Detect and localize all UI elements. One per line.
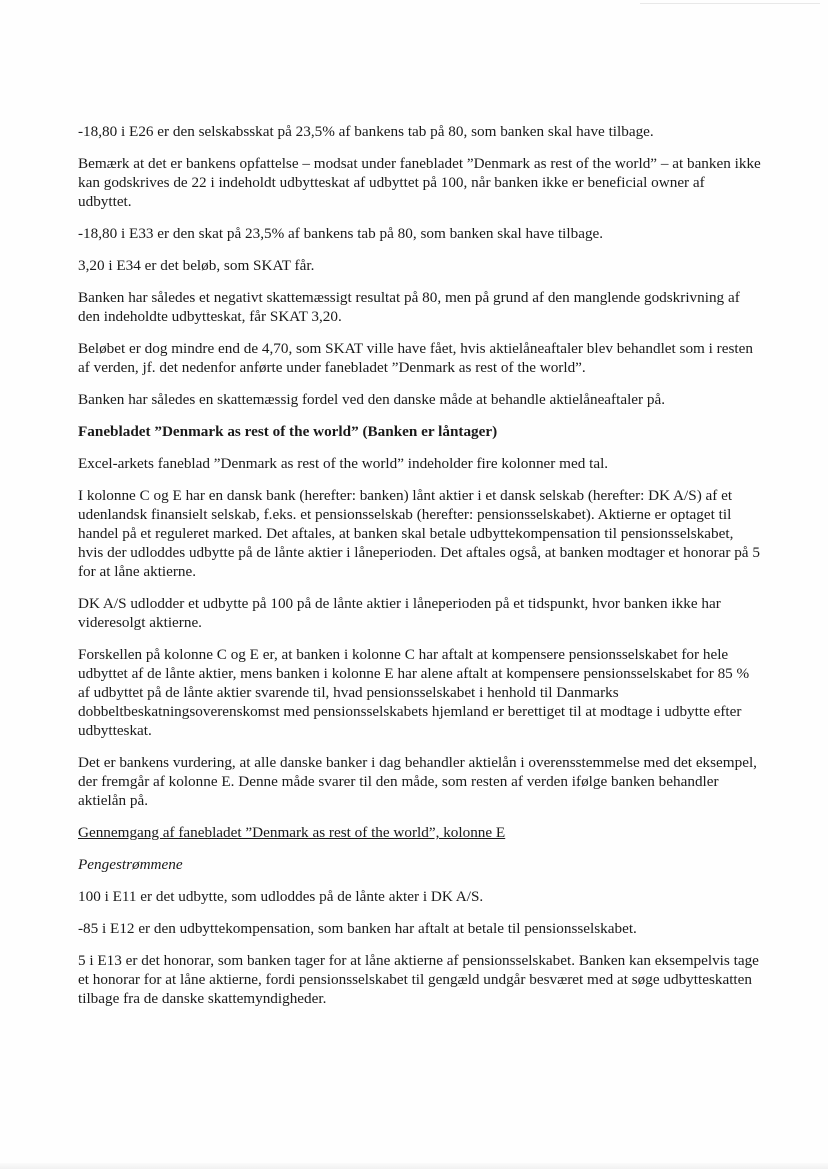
paragraph-e12: -85 i E12 er den udbyttekompensation, som banken har aftalt at betale til pensionsselskabet. [78,920,637,937]
review-heading: Gennemgang af fanebladet ”Denmark as rest of the world”, kolonne E [78,824,506,841]
paragraph-difference: Forskellen på kolonne C og E er, at banken i kolonne C har aftalt at kompensere pensionsselskabet for hele udbyttet af de lånte aktier, mens banken i kolonne E har alene aftalt at kompensere pensionsselskabet for 85 % af udbyttet på de lånte aktier svarende til, hvad pensionsselskabet i henhold til Danmarks dobbeltbeskatningsoverenskomst med pensionsselskabets hjemland er berettiget til at modtage i udbytte efter udbytteskat. [78,646,750,739]
paragraph-e33: -18,80 i E33 er den skat på 23,5% af bankens tab på 80, som banken skal have tilbage. [78,225,604,242]
paragraph-dividend: DK A/S udlodder et udbytte på 100 på de lånte aktier i låneperioden på et tidspunkt, hvor banken ikke har videresolgt aktierne. [78,595,721,631]
scan-edge-bottom [0,1163,828,1169]
cashflow-heading: Pengestrømmene [78,856,183,873]
paragraph-e26: -18,80 i E26 er den selskabsskat på 23,5% af bankens tab på 80, som banken skal have tilbage. [78,123,654,140]
paragraph-amount-smaller: Beløbet er dog mindre end de 4,70, som SKAT ville have fået, hvis aktielåneaftaler blev behandlet som i resten af verden, jf. det nedenfor anførte under fanebladet ”Denmark as rest of the world”. [78,340,753,376]
paragraph-assessment: Det er bankens vurdering, at alle danske banker i dag behandler aktielån i overensstemmelse med det eksempel, der fremgår af kolonne E. Denne måde svarer til den måde, som resten af verden ifølge banken behandler aktielån på. [78,754,757,809]
paragraph-bemaerk: Bemærk at det er bankens opfattelse – modsat under fanebladet ”Denmark as rest of the world” – at banken ikke kan godskrives de 22 i indeholdt udbytteskat af udbyttet på 100, når banken ikke er beneficial owner af udbyttet. [78,155,761,210]
section-heading: Fanebladet ”Denmark as rest of the world” (Banken er låntager) [78,423,498,440]
paragraph-e11: 100 i E11 er det udbytte, som udloddes på de lånte akter i DK A/S. [78,888,484,905]
paragraph-tax-advantage: Banken har således en skattemæssig fordel ved den danske måde at behandle aktielåneaftaler på. [78,391,666,408]
paragraph-e34: 3,20 i E34 er det beløb, som SKAT får. [78,257,315,274]
scan-edge-top [640,3,820,4]
paragraph-excel-tab: Excel-arkets faneblad ”Denmark as rest of the world” indeholder fire kolonner med tal. [78,455,609,472]
paragraph-negative-result: Banken har således et negativt skattemæssigt resultat på 80, men på grund af den manglende godskrivning af den indeholdte udbytteskat, får SKAT 3,20. [78,289,740,325]
paragraph-columns-c-e: I kolonne C og E har en dansk bank (herefter: banken) lånt aktier i et dansk selskab (herefter: DK A/S) af et udenlandsk finansielt selskab, f.eks. et pensionsselskab (herefter: pensionsselskabet). Aktierne er optaget til handel på et reguleret marked. Det aftales, at banken skal betale udbyttekompensation til pensionsselskabet, hvis der udloddes udbytte på de lånte aktier i låneperioden. Det aftales også, at banken modtager et honorar på 5 for at låne aktierne. [78,487,760,580]
paragraph-e13: 5 i E13 er det honorar, som banken tager for at låne aktierne af pensionsselskabet. Banken kan eksempelvis tage et honorar for at låne aktierne, fordi pensionsselskabet til gengæld undgår besværet med at søge udbytteskatten tilbage fra de danske skattemyndigheder. [78,952,759,1007]
document-body [78,122,762,1021]
